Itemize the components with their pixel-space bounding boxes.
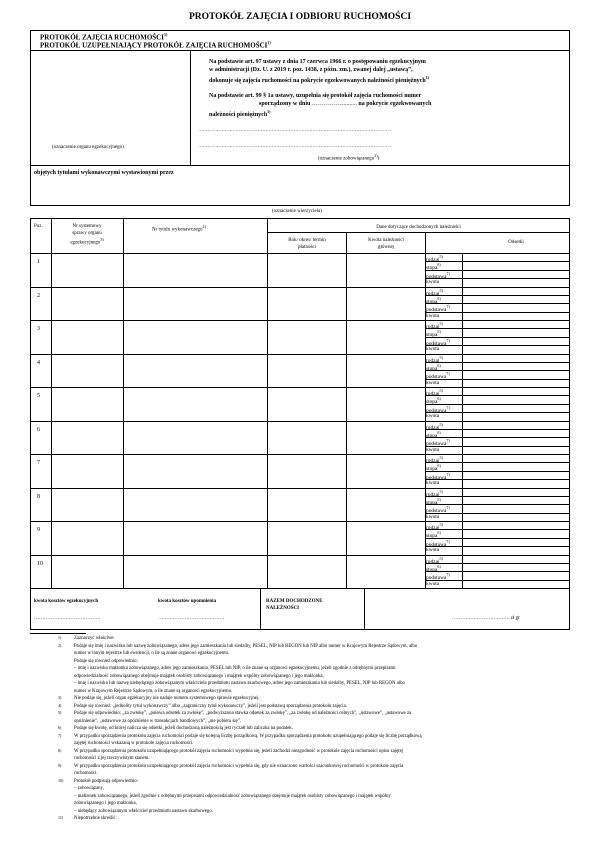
footnote-ref: 11) xyxy=(58,815,64,820)
row-number: 9 xyxy=(37,527,40,533)
footnote-text: zajętej ruchomości wskazaną w protokole zajęcia ruchomości. xyxy=(74,741,194,746)
interest-rate-label: stopa$^{6)}$ xyxy=(426,530,441,540)
interest-type-label: rodzaj$^{5)}$ xyxy=(426,522,443,531)
footnote-ref: 9) xyxy=(58,762,62,768)
interest-amount-label: kwota xyxy=(426,413,440,420)
footnote-text: W przypadku sporządzenia protokołu zajęcia ruchomości podaje się kolejną liczbę porządkową. W przypadku sporządzenia protokołu uzupełniającego podaje się liczbę porządkową xyxy=(74,733,422,739)
footnote-separator xyxy=(30,633,86,634)
interest-type-label: rodzaj$^{5)}$ xyxy=(426,455,443,464)
footnote-text: odpowiedzialność zobowiązanego obejmuje majątek osobisty zobowiązanego i majątek wspólny zobowiązanego i jego małżonka, xyxy=(74,673,324,679)
interest-type-label: rodzaj$^{5)}$ xyxy=(426,555,443,565)
interest-rate-label: stopa$^{6)}$ xyxy=(426,262,441,272)
interest-amount-label: kwota xyxy=(426,379,440,386)
interest-basis-label: podstawa$^{7)}$ xyxy=(426,505,450,515)
footnote-text: – imię i nazwisko małżonka zobowiązanego, adres jego zamieszkania, PESEL lub NIP, o ile znane są organowi egzekucyjnemu, jeżeli zgodnie z odrębnymi przepisami xyxy=(74,666,396,671)
row-number: 8 xyxy=(37,493,40,500)
interest-basis-label: podstawa$^{7)}$ xyxy=(426,404,450,414)
col-amount: Kwota należności głównej xyxy=(368,238,404,250)
footnote-ref: 7) xyxy=(58,732,62,738)
dotted-field-2[interactable]: …………………………………………………………………………………………………………… xyxy=(198,144,391,149)
row-number: 3 xyxy=(37,326,40,332)
interest-basis-label: podstawa$^{7)}$ xyxy=(426,270,450,280)
footnote-text: Niepotrzebne skreślić. xyxy=(74,816,117,821)
footnote-text: ruchomości z jej rzeczywistym stanem. xyxy=(74,756,150,761)
reminder-costs-label: kwota kosztów upomnienia xyxy=(158,599,217,604)
interest-rate-label: stopa$^{6)}$ xyxy=(426,463,441,473)
divider xyxy=(30,50,570,51)
footnote-text: – imię i nazwisko lub nazwę niebędącego zobowiązanym właściciela przedmiotu zastawu skarbowego, adres jego zamieszkania lub siedziby, PESEL, NIP lub REGON albo xyxy=(74,681,405,686)
interest-basis-label: podstawa$^{7)}$ xyxy=(426,438,450,448)
interest-rate-label: stopa$^{6)}$ xyxy=(426,396,441,406)
footnote-text: – małżonek zobowiązanego, jeżeli zgodnie z odrębnymi przepisami odpowiedzialność zobowiązanego obejmuje majątek osobisty zobowiązanego i majątek wspólny xyxy=(74,793,391,799)
interest-rate-label: stopa$^{6)}$ xyxy=(426,563,441,573)
footnote-text: Podaje się odpowiednio: „za zwłokę”, „połowa odsetek za zwłokę”, „podwyższona stawka odsetek za zwłokę”, „za zwłokę od należności celnych”, „ustawowe”, „ustawowe za xyxy=(74,711,412,716)
footnote-text: zobowiązanego i jego małżonka, xyxy=(74,801,137,806)
col-poz: Poz. xyxy=(34,224,43,229)
footnote-ref: 8) xyxy=(58,747,62,753)
row-number: 2 xyxy=(37,292,40,299)
interest-type-label: rodzaj$^{5)}$ xyxy=(426,388,443,397)
header-line-2: PROTOKÓŁ UZUPEŁNIAJĄCY PROTOKÓŁ ZAJĘCIA RUCHOMOŚCI$^{1)}$ xyxy=(40,40,271,50)
interest-type-label: rodzaj$^{5)}$ xyxy=(426,254,443,263)
row-number: 10 xyxy=(37,560,43,567)
interest-type-label: rodzaj$^{5)}$ xyxy=(426,321,443,330)
enforcement-costs-field[interactable]: …………………………………. xyxy=(34,616,101,621)
row-number: 5 xyxy=(37,393,40,399)
footnote-text: – niebędący zobowiązanym właściciel przedmiotu zastawu skarbowego. xyxy=(74,808,213,814)
interest-basis-label: podstawa$^{7)}$ xyxy=(426,304,450,314)
row-number: 1 xyxy=(37,259,40,265)
footnote-text: Zaznaczyć właściwe. xyxy=(74,636,115,641)
organ-caption: (oznaczenie organu egzekucyjnego) xyxy=(52,145,124,150)
footnote-ref: 3) xyxy=(58,695,62,700)
footnote-ref: 5) xyxy=(58,710,62,715)
interest-amount-label: kwota xyxy=(426,446,440,453)
row-number: 4 xyxy=(37,359,40,366)
footnote-text: Protokół podpisują odpowiednio: xyxy=(74,778,138,784)
interest-basis-label: podstawa$^{7)}$ xyxy=(426,471,450,481)
interest-basis-label: podstawa$^{7)}$ xyxy=(426,337,450,347)
interest-amount-label: kwota xyxy=(426,279,440,286)
footnote-ref: 4) xyxy=(58,702,62,708)
debtor-caption: (oznaczenie zobowiązanego$^{2)}$) xyxy=(318,153,380,162)
interest-type-label: rodzaj$^{5)}$ xyxy=(426,354,443,364)
legal-basis-paragraph: Na podstawie art. 97 ustawy z dnia 17 czerwca 1966 r. o postępowaniu egzekucyjnym w administracji (Dz. U. z 2019 r. poz. 1438, z późn. zm.), zwanej dalej „ustawą”, dokonuje się zajęcia ruchomości na pokrycie egzekwowanych należności pieniężnych$^{1)}$ xyxy=(209,59,429,84)
footnote-text: Nie podaje się, jeżeli organ egzekucyjny nie nadaje numeru systemowego sprawie egzekucyjnej. xyxy=(74,696,260,701)
footnote-text: – zobowiązany, xyxy=(74,786,104,791)
col-group-header: Dane dotyczące dochodzonych należności xyxy=(376,225,461,230)
interest-amount-label: kwota xyxy=(426,513,440,520)
footnote-text: opóźnienie”, „ustawowe za opóźnienie w transakcjach handlowych”, „nie pobiera się”. xyxy=(74,718,242,724)
footnote-ref: 10) xyxy=(58,777,64,783)
footnote-text: Podaje się również odpowiednio: xyxy=(74,658,138,664)
interest-amount-label: kwota xyxy=(426,480,440,487)
col-year: Rok/ okres/ termin płatności xyxy=(288,238,326,250)
interest-type-label: rodzaj$^{5)}$ xyxy=(426,488,443,498)
creditor-caption: (oznaczenie wierzyciela) xyxy=(272,209,322,214)
total-amount-field[interactable]: ……………………….……. zł gr xyxy=(452,616,520,621)
interest-rate-label: stopa$^{6)}$ xyxy=(426,362,441,372)
footnote-text: W przypadku sporządzenia protokołu uzupełniającego protokół zajęcia ruchomości wypełnia się, gdy nie oznaczono wartości szacunkowej ruchomości w protokole zajęcia xyxy=(74,763,404,769)
interest-amount-label: kwota xyxy=(426,346,440,353)
footnote-text: Podaje się kwotę, od której nalicza się odsetki, jeżeli dochodzoną należnością jest ryczałt lub zaliczka na podatek. xyxy=(74,726,293,731)
claims-table xyxy=(30,218,570,630)
footnote-text: W przypadku sporządzenia protokołu uzupełniającego protokół zajęcia ruchomości wypełnia się, jeżeli zachodzi niezgodność w protokole zajęcia ruchomości opisu zajętej xyxy=(74,748,404,754)
dotted-field-1[interactable]: …………………………………………………………………………………………………………… xyxy=(198,128,391,133)
interest-amount-label: kwota xyxy=(426,312,440,319)
col-interest: Odsetki xyxy=(508,240,524,245)
row-number: 6 xyxy=(37,426,40,433)
interest-amount-label: kwota xyxy=(426,580,440,587)
interest-amount-label: kwota xyxy=(426,547,440,554)
interest-rate-label: stopa$^{6)}$ xyxy=(426,429,441,439)
col-system-number: Nr systemowy sprawy organu egzekucyjnego$^{3)}$ xyxy=(70,224,104,246)
footnote-ref: 1) xyxy=(58,635,62,640)
footnote-text: Podaje się również: „jednolity tytuł wykonawczy” albo „zagraniczny tytuł wykonawczy”, jeżeli jest podstawą sporządzenia protokołu zajęcia. xyxy=(74,703,347,709)
footnote-text: numer w Krajowym Rejestrze Sądowym, o ile znane są organowi egzekucyjnemu. xyxy=(74,688,233,694)
interest-rate-label: stopa$^{6)}$ xyxy=(426,329,441,339)
interest-type-label: rodzaj$^{5)}$ xyxy=(426,421,443,431)
interest-rate-label: stopa$^{6)}$ xyxy=(426,496,441,506)
supplement-paragraph: Na podstawie art. 99 § 1a ustawy, uzupełnia się protokół zajęcia ruchomości numer sporządzony w dniu …………….......... na pokrycie egzekwowanych należności pieniężnych$^{1)}$ xyxy=(209,93,432,118)
interest-basis-label: podstawa$^{7)}$ xyxy=(426,538,450,548)
header-line-1: PROTOKÓŁ ZAJĘCIA RUCHOMOŚCI$^{1)}$ xyxy=(40,32,168,42)
footnote-text: ruchomości. xyxy=(74,771,98,776)
enforcement-costs-label: kwota kosztów egzekucyjnych xyxy=(34,599,99,604)
col-title-number: Nr tytułu wykonawczego$^{4)}$ xyxy=(152,224,206,233)
divider xyxy=(30,165,570,166)
footnote-text: Podaje się imię i nazwisko lub nazwę zobowiązanego, adres jego zamieszkania lub siedziby, PESEL, NIP lub REGON lub NIP albo numer w Krajowym Rejestrze Sądowym, albo xyxy=(74,643,418,649)
titles-line: objętych tytułami wykonawczymi wystawionymi przez xyxy=(34,170,174,176)
interest-basis-label: podstawa$^{7)}$ xyxy=(426,572,450,582)
footnote-ref: 6) xyxy=(58,725,62,730)
total-claims-label: RAZEM DOCHODZONE NALEŻNOŚCI xyxy=(266,599,323,611)
interest-basis-label: podstawa$^{7)}$ xyxy=(426,371,450,381)
interest-rate-label: stopa$^{6)}$ xyxy=(426,295,441,305)
footnote-ref: 2) xyxy=(58,642,62,648)
reminder-costs-field[interactable]: …………………………………. xyxy=(158,616,225,621)
divider xyxy=(190,50,191,165)
interest-type-label: rodzaj$^{5)}$ xyxy=(426,287,443,297)
row-number: 7 xyxy=(37,460,40,466)
footnote-text: numer w innym rejestrze lub ewidencji, o ile są znane organowi egzekucyjnemu. xyxy=(74,651,230,656)
page-title: PROTOKÓŁ ZAJĘCIA I ODBIORU RUCHOMOŚCI xyxy=(188,12,412,22)
